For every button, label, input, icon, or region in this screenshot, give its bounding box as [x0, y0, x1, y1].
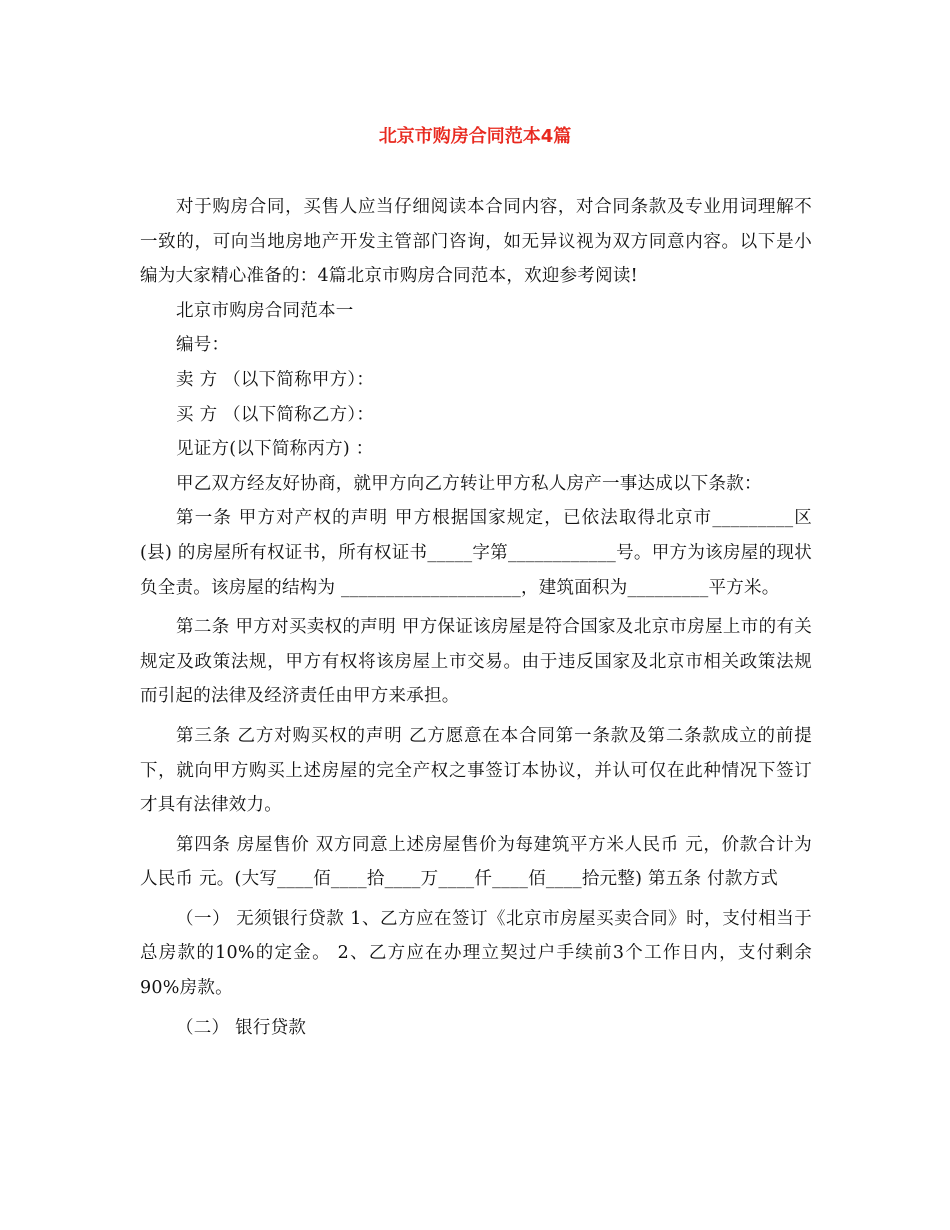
- intro-paragraph: 对于购房合同，买售人应当仔细阅读本合同内容，对合同条款及专业用词理解不一致的，可向当地房地产开发主管部门咨询，如无异议视为双方同意内容。以下是小编为大家精心准备的：4篇北京市购房合同范本，欢迎参考阅读!: [140, 197, 812, 287]
- payment-bank-loan-paragraph: （二） 银行贷款: [176, 1017, 307, 1038]
- article-4-paragraph: 第四条 房屋售价 双方同意上述房屋售价为每建筑平方米人民币 元，价款合计为人民币 元。(大写____佰____拾____万____仟____佰____拾元整) 第五条 付款方式: [140, 834, 812, 890]
- witness-line: 见证方(以下简称丙方) ：: [176, 439, 374, 460]
- article-1-paragraph: 第一条 甲方对产权的声明 甲方根据国家规定，已依法取得北京市_________区(县) 的房屋所有权证书，所有权证书_____字第____________号。甲方为该房屋的现状负全责。该房屋的结构为 ____________________，建筑面积为_________平方米。: [140, 508, 812, 598]
- article-2-paragraph: 第二条 甲方对买卖权的声明 甲方保证该房屋是符合国家及北京市房屋上市的有关规定及政策法规，甲方有权将该房屋上市交易。由于违反国家及北京市相关政策法规而引起的法律及经济责任由甲方来承担。: [140, 617, 812, 707]
- seller-line: 卖 方 （以下简称甲方）：: [176, 369, 375, 390]
- agreement-paragraph: 甲乙双方经友好协商，就甲方向乙方转让甲方私人房产一事达成以下条款：: [176, 473, 762, 494]
- document-body: [140, 190, 812, 1045]
- payment-no-loan-paragraph: （一） 无须银行贷款 1、乙方应在签订《北京市房屋买卖合同》时，支付相当于总房款的10%的定金。 2、乙方应在办理立契过户手续前3个工作日内，支付剩余90%房款。: [140, 908, 812, 999]
- section-heading: 北京市购房合同范本一: [176, 300, 354, 321]
- buyer-line: 买 方 （以下简称乙方）：: [176, 404, 375, 425]
- article-3-paragraph: 第三条 乙方对购买权的声明 乙方愿意在本合同第一条款及第二条款成立的前提下，就向甲方购买上述房屋的完全产权之事签订本协议，并认可仅在此种情况下签订才具有法律效力。: [140, 725, 812, 816]
- contract-number-line: 编号：: [176, 335, 230, 356]
- document-title: 北京市购房合同范本4篇: [378, 126, 572, 147]
